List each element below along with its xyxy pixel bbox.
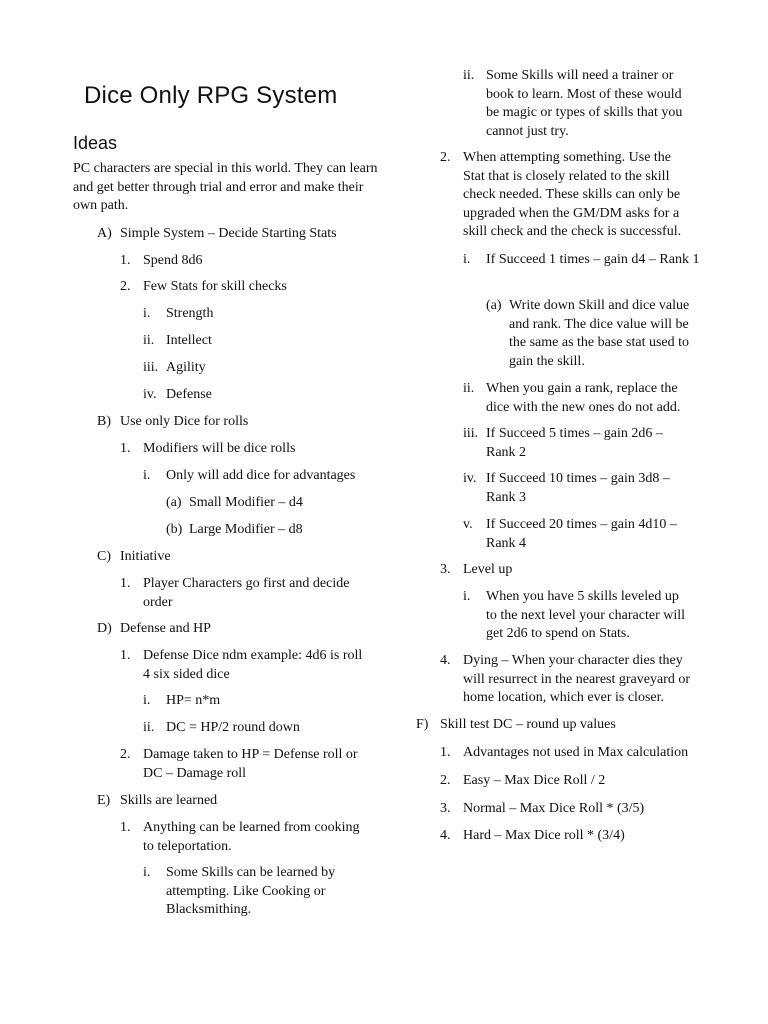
list-item [440,772,700,791]
list-item [440,827,700,846]
list-marker: 1. [440,745,451,760]
list-text: Defense Dice ndm example: 4d6 is roll 4 six sided dice [143,648,363,682]
list-marker: (b) [166,522,183,537]
list-marker: 4. [440,828,451,843]
list-item [120,575,370,612]
list-marker: 1. [120,253,131,268]
list-item [120,819,370,856]
list-marker: iii. [463,426,479,441]
section-heading: Ideas [73,133,118,153]
list-marker: 2. [120,747,131,762]
list-marker: E) [97,793,111,808]
list-text: Large Modifier – d8 [189,522,303,537]
list-marker: ii. [143,720,155,735]
list-text: Damage taken to HP = Defense roll or DC – Damage roll [143,747,358,781]
list-text: When attempting something. Use the Stat that is closely related to the skill check needed. These skills can only be upgraded when the GM/DM asks for a skill check and the check is successful. [463,150,682,239]
list-item [463,588,693,644]
list-text: If Succeed 5 times – gain 2d6 – Rank 2 [486,426,663,460]
list-item [97,548,380,567]
list-item [463,425,693,462]
list-text: Normal – Max Dice Roll * (3/5) [463,801,645,816]
list-item [97,620,380,639]
list-item [143,719,370,738]
list-marker: A) [97,226,112,241]
list-marker: iv. [463,471,477,486]
document-title: Dice Only RPG System [84,82,338,109]
list-marker: 2. [440,773,451,788]
list-marker: 4. [440,653,451,668]
list-item [97,225,380,244]
list-marker: (a) [486,298,502,313]
list-text: When you have 5 skills leveled up to the next level your character will get 2d6 to spend on Stats. [486,589,686,641]
list-item [143,359,370,378]
list-text: DC = HP/2 round down [166,720,300,735]
list-item [463,470,693,507]
list-item [440,652,700,708]
list-item [97,413,380,432]
list-marker: 3. [440,562,451,577]
list-text: Skills are learned [120,793,218,808]
list-item [463,251,700,270]
list-marker: ii. [463,68,475,83]
list-text: When you gain a rank, replace the dice with the new ones do not add. [486,381,681,415]
list-marker: 1. [120,441,131,456]
list-text: Only will add dice for advantages [166,468,356,483]
list-text: Initiative [120,549,171,564]
list-item [416,716,700,735]
list-text: Few Stats for skill checks [143,279,287,294]
list-item [440,800,700,819]
list-item [463,516,693,553]
list-item [120,252,370,271]
list-item [440,744,700,763]
list-item [120,647,370,684]
list-text: Some Skills will need a trainer or book to learn. Most of these would be magic or types of skills that you cannot just try. [486,68,683,139]
list-marker: i. [143,468,151,483]
list-marker: 1. [120,576,131,591]
list-text: HP= n*m [166,693,221,708]
list-marker: i. [143,865,151,880]
list-text: Defense [166,387,212,402]
list-item [143,467,380,486]
list-text: Spend 8d6 [143,253,203,268]
list-marker: i. [143,693,151,708]
list-text: Small Modifier – d4 [189,495,303,510]
list-item [120,278,370,297]
list-item [143,305,370,324]
list-item [120,746,370,783]
list-marker: 2. [120,279,131,294]
list-marker: i. [143,306,151,321]
list-item [463,380,693,417]
list-marker: 1. [120,820,131,835]
list-item [486,297,700,371]
list-marker: iii. [143,360,159,375]
list-marker: v. [463,517,473,532]
list-text: Some Skills can be learned by attempting. Like Cooking or Blacksmithing. [166,865,336,917]
list-text: Skill test DC – round up values [440,717,616,732]
list-text: Level up [463,562,513,577]
list-marker: 1. [120,648,131,663]
list-text: Advantages not used in Max calculation [463,745,689,760]
list-marker: i. [463,252,471,267]
list-marker: iv. [143,387,157,402]
list-marker: ii. [463,381,475,396]
list-marker: i. [463,589,471,604]
list-item [440,561,693,580]
list-item [143,332,370,351]
list-text: Defense and HP [120,621,211,636]
intro-paragraph: PC characters are special in this world. They can learn and get better through trial and error and make their own path. [73,161,378,213]
list-item [440,149,693,242]
list-marker: 3. [440,801,451,816]
list-text: If Succeed 20 times – gain 4d10 – Rank 4 [486,517,677,551]
list-marker: F) [416,717,429,732]
list-marker: ii. [143,333,155,348]
list-marker: C) [97,549,111,564]
list-text: Modifiers will be dice rolls [143,441,296,456]
list-marker: D) [97,621,112,636]
list-item [143,386,370,405]
list-text: Player Characters go first and decide order [143,576,350,610]
list-text: Simple System – Decide Starting Stats [120,226,337,241]
list-text: Dying – When your character dies they will resurrect in the nearest graveyard or home location, which ever is closer. [463,653,691,705]
list-text: Hard – Max Dice roll * (3/4) [463,828,625,843]
list-text: Strength [166,306,214,321]
list-item [166,521,380,540]
list-item [143,864,370,920]
list-item [166,494,380,513]
list-text: Intellect [166,333,212,348]
list-marker: (a) [166,495,182,510]
list-text: Write down Skill and dice value and rank. The dice value will be the same as the base stat used to gain the skill. [509,298,690,369]
list-text: Use only Dice for rolls [120,414,249,429]
list-marker: B) [97,414,111,429]
list-text: Agility [166,360,206,375]
list-item [97,792,380,811]
list-text: If Succeed 10 times – gain 3d8 – Rank 3 [486,471,670,505]
list-item [463,67,693,141]
list-text: Anything can be learned from cooking to teleportation. [143,820,360,854]
list-text: If Succeed 1 times – gain d4 – Rank 1 [486,252,700,267]
list-item [143,692,370,711]
list-text: Easy – Max Dice Roll / 2 [463,773,606,788]
list-item [120,440,370,459]
list-marker: 2. [440,150,451,165]
